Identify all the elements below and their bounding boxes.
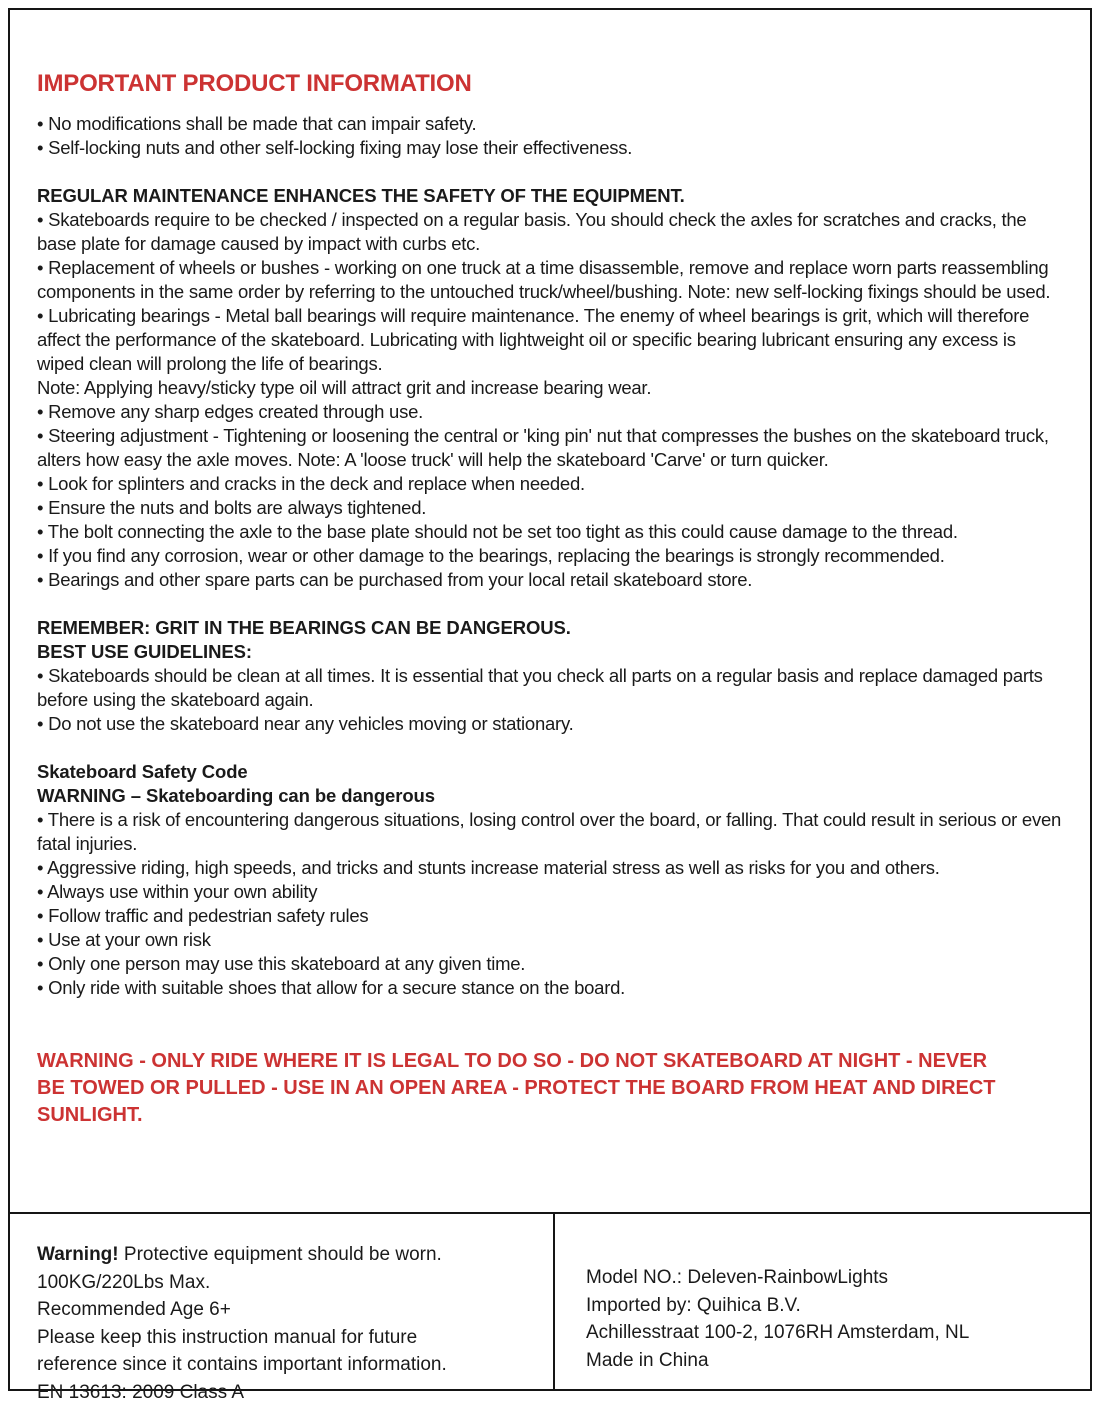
bullet-item: • Skateboards require to be checked / inspected on a regular basis. You should check the axles for scratches and cracks, the base plate for damage caused by impact with curbs etc. bbox=[37, 208, 1066, 256]
section-heading: REMEMBER: GRIT IN THE BEARINGS CAN BE DANGEROUS. bbox=[37, 616, 1066, 640]
spacer bbox=[37, 592, 1066, 616]
bullet-item: • Look for splinters and cracks in the deck and replace when needed. bbox=[37, 472, 1066, 496]
bullet-item: • Ensure the nuts and bolts are always tightened. bbox=[37, 496, 1066, 520]
footer-weight-limit: 100KG/220Lbs Max. bbox=[37, 1269, 495, 1297]
bullet-item: • There is a risk of encountering dangerous situations, losing control over the board, or falling. That could result in serious or even fatal injuries. bbox=[37, 808, 1066, 856]
footer-cell-importer-info bbox=[555, 1214, 1090, 1389]
footer-warning-bold: Warning! bbox=[37, 1244, 119, 1265]
bullet-item: • Remove any sharp edges created through use. bbox=[37, 400, 1066, 424]
bullet-item: • Do not use the skateboard near any vehicles moving or stationary. bbox=[37, 712, 1066, 736]
footer-standard-ref: EN 13613: 2009 Class A bbox=[37, 1379, 495, 1406]
footer-warning-rest: Protective equipment should be worn. bbox=[119, 1244, 442, 1265]
bullet-item: • Replacement of wheels or bushes - working on one truck at a time disassemble, remove and replace worn parts reassembling components in the same order by referring to the untouched truck/wheel/bushing. Note: new self-locking fixings should be used. bbox=[37, 256, 1066, 304]
footer-cell-safety-notes bbox=[10, 1214, 555, 1389]
bullet-item: • Skateboards should be clean at all times. It is essential that you check all parts on a regular basis and replace damaged parts before using the skateboard again. bbox=[37, 664, 1066, 712]
bullet-item: • Steering adjustment - Tightening or loosening the central or 'king pin' nut that compresses the bushes on the skateboard truck, alters how easy the axle moves. Note: A 'loose truck' will help the skateboard 'Carve' or turn quicker. bbox=[37, 424, 1066, 472]
footer-model-number: Model NO.: Deleven-RainbowLights bbox=[586, 1264, 1072, 1292]
bullet-item: • Use at your own risk bbox=[37, 928, 1066, 952]
footer-table bbox=[10, 1212, 1090, 1389]
footer-recommended-age: Recommended Age 6+ bbox=[37, 1296, 495, 1324]
footer-importer: Imported by: Quihica B.V. bbox=[586, 1292, 1072, 1320]
footer-made-in: Made in China bbox=[586, 1347, 1072, 1375]
footer-importer-address: Achillesstraat 100-2, 1076RH Amsterdam, NL bbox=[586, 1319, 1072, 1347]
section-heading: BEST USE GUIDELINES: bbox=[37, 640, 1066, 664]
note-line: Note: Applying heavy/sticky type oil will attract grit and increase bearing wear. bbox=[37, 376, 1066, 400]
bullet-item: • Bearings and other spare parts can be purchased from your local retail skateboard store. bbox=[37, 568, 1066, 592]
bullet-item: • Only one person may use this skateboard at any given time. bbox=[37, 952, 1066, 976]
section-heading: REGULAR MAINTENANCE ENHANCES THE SAFETY OF THE EQUIPMENT. bbox=[37, 184, 1066, 208]
page-frame bbox=[8, 8, 1092, 1391]
spacer bbox=[37, 736, 1066, 760]
warning-text: WARNING - ONLY RIDE WHERE IT IS LEGAL TO DO SO - DO NOT SKATEBOARD AT NIGHT - NEVER BE TOWED OR PULLED - USE IN AN OPEN AREA - PROTECT THE BOARD FROM HEAT AND DIRECT SUNLIGHT. bbox=[37, 1048, 1002, 1129]
bullet-item: • The bolt connecting the axle to the base plate should not be set too tight as this could cause damage to the thread. bbox=[37, 520, 1066, 544]
bullet-item: • If you find any corrosion, wear or other damage to the bearings, replacing the bearings is strongly recommended. bbox=[37, 544, 1066, 568]
bullet-item: • No modifications shall be made that can impair safety. bbox=[37, 112, 1066, 136]
page-title: IMPORTANT PRODUCT INFORMATION bbox=[37, 70, 1066, 98]
bullet-item: • Aggressive riding, high speeds, and tricks and stunts increase material stress as well as risks for you and others. bbox=[37, 856, 1066, 880]
bullet-item: • Follow traffic and pedestrian safety rules bbox=[37, 904, 1066, 928]
bullet-item: • Self-locking nuts and other self-locking fixing may lose their effectiveness. bbox=[37, 136, 1066, 160]
footer-warning-line bbox=[37, 1241, 495, 1269]
section-heading: WARNING – Skateboarding can be dangerous bbox=[37, 784, 1066, 808]
bullet-item: • Only ride with suitable shoes that allow for a secure stance on the board. bbox=[37, 976, 1066, 1000]
spacer bbox=[37, 160, 1066, 184]
footer-keep-manual-note: Please keep this instruction manual for future reference since it contains important information. bbox=[37, 1324, 495, 1379]
bullet-item: • Lubricating bearings - Metal ball bearings will require maintenance. The enemy of wheel bearings is grit, which will therefore affect the performance of the skateboard. Lubricating with lightweight oil or specific bearing lubricant ensuring any excess is wiped clean will prolong the life of bearings. bbox=[37, 304, 1066, 376]
bullet-item: • Always use within your own ability bbox=[37, 880, 1066, 904]
section-heading: Skateboard Safety Code bbox=[37, 760, 1066, 784]
main-content bbox=[10, 10, 1090, 1212]
